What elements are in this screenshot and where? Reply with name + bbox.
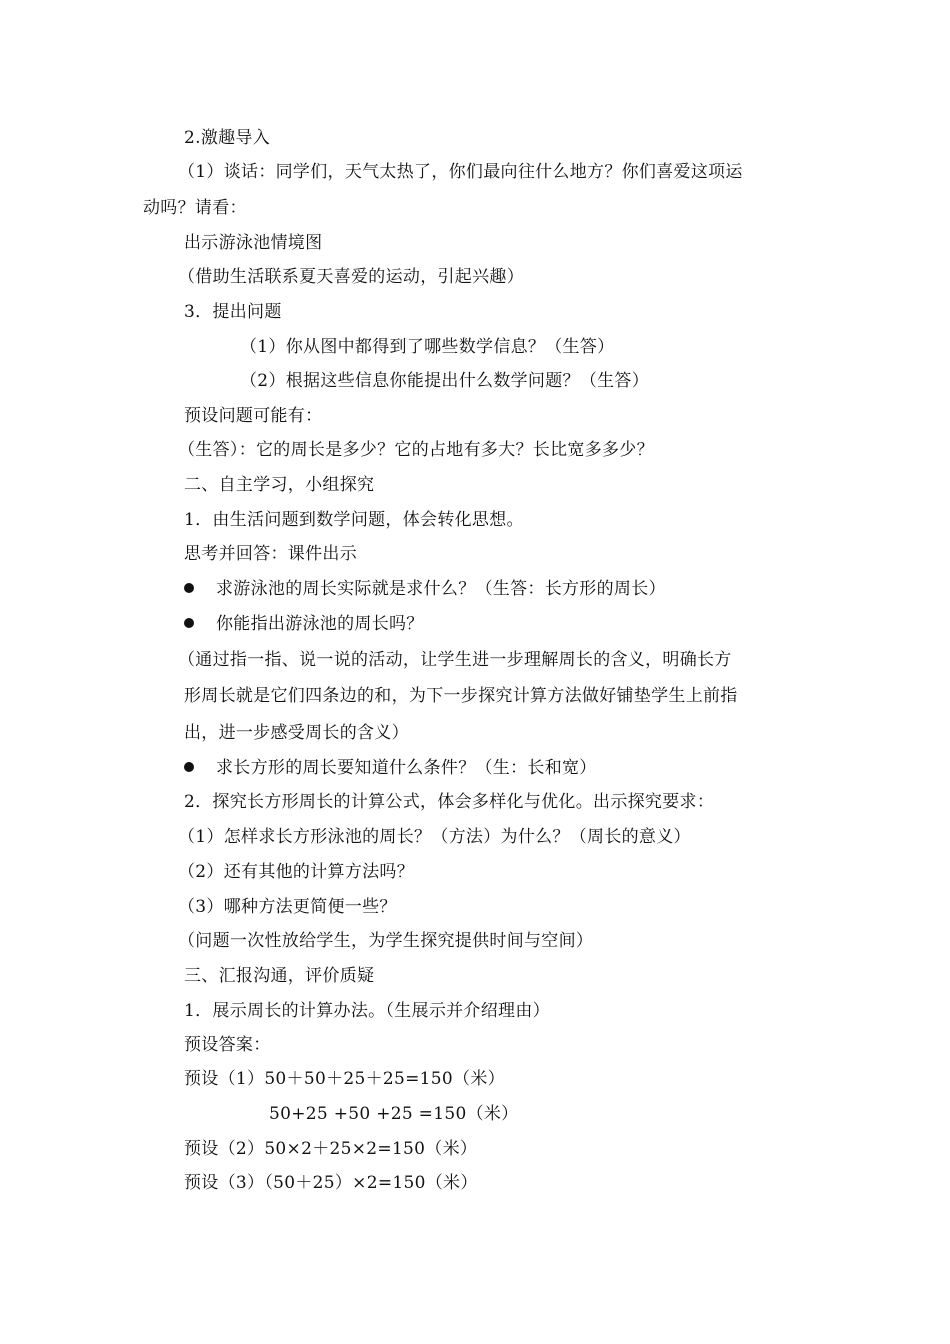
section-heading: 3．提出问题	[184, 302, 282, 322]
section-heading: 2.激趣导入	[184, 128, 271, 148]
bullet-dot	[184, 618, 194, 628]
paragraph-line: 出，进一步感受周长的含义）	[184, 723, 409, 743]
paragraph-line: （通过指一指、说一说的活动，让学生进一步理解周长的含义，明确长方	[178, 650, 732, 670]
paragraph-line: 思考并回答：课件出示	[184, 544, 357, 564]
paragraph-line: （1）谈话：同学们，天气太热了，你们最向往什么地方？你们喜爱这项运	[178, 162, 743, 182]
paragraph-line: （2）还有其他的计算方法吗？	[178, 862, 415, 882]
paragraph-line: 动吗？请看：	[143, 198, 247, 218]
paragraph-line: （3）哪种方法更简便一些？	[178, 897, 397, 917]
paragraph-line: （2）根据这些信息你能提出什么数学问题？（生答）	[240, 371, 650, 391]
formula-line: 预设（2）50×2＋25×2=150（米）	[184, 1139, 478, 1159]
paragraph-line: 形周长就是它们四条边的和，为下一步探究计算方法做好铺垫学生上前指	[184, 686, 738, 706]
formula-line: 预设（3）（50＋25）×2=150（米）	[184, 1173, 478, 1193]
formula-line: 50+25 +50 +25 =150（米）	[269, 1104, 519, 1124]
section-heading: 1．展示周长的计算办法。（生展示并介绍理由）	[184, 1001, 550, 1021]
section-heading: 1．由生活问题到数学问题，体会转化思想。	[184, 510, 524, 530]
bullet-dot	[184, 762, 194, 772]
bullet-item: 你能指出游泳池的周长吗？	[216, 614, 424, 634]
bullet-item: 求游泳池的周长实际就是求什么？（生答：长方形的周长）	[216, 579, 666, 599]
section-heading: 三、汇报沟通，评价质疑	[184, 966, 375, 986]
paragraph-line: （1）你从图中都得到了哪些数学信息？（生答）	[240, 337, 615, 357]
section-heading: 二、自主学习，小组探究	[184, 475, 375, 495]
paragraph-line: （1）怎样求长方形泳池的周长？（方法）为什么？（周长的意义）	[178, 827, 691, 847]
bullet-dot	[184, 583, 194, 593]
paragraph-line: 出示游泳池情境图	[184, 233, 323, 253]
paragraph-line: 预设答案：	[184, 1035, 271, 1055]
formula-line: 预设（1）50＋50＋25＋25=150（米）	[184, 1069, 505, 1089]
paragraph-line: （问题一次性放给学生，为学生探究提供时间与空间）	[178, 931, 594, 951]
paragraph-line: （借助生活联系夏天喜爱的运动，引起兴趣）	[178, 267, 524, 287]
paragraph-line: 预设问题可能有：	[184, 406, 323, 426]
bullet-item: 求长方形的周长要知道什么条件？（生：长和宽）	[216, 758, 597, 778]
paragraph-line: （生答）：它的周长是多少？它的占地有多大？长比宽多多少？	[178, 440, 654, 460]
section-heading: 2．探究长方形周长的计算公式，体会多样化与优化。出示探究要求：	[184, 792, 715, 812]
